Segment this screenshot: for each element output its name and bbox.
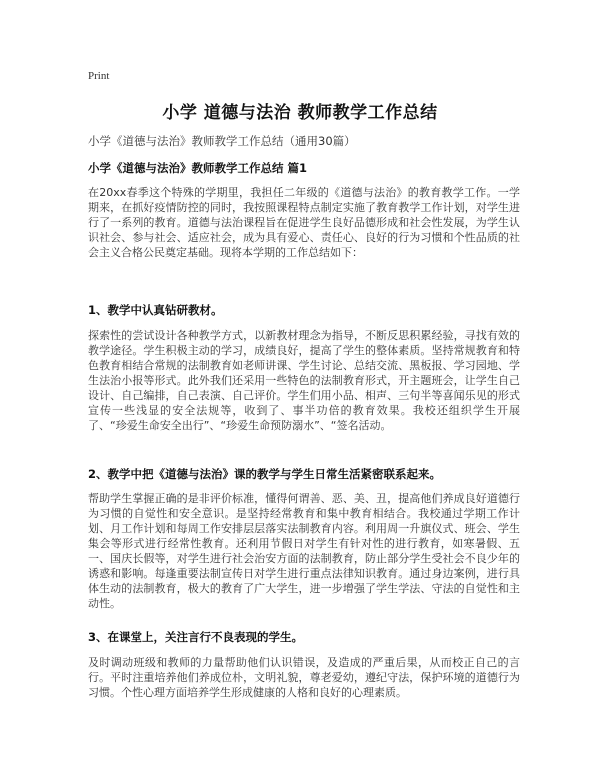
document-subtitle: 小学《道德与法治》教师教学工作总结（通用30篇）: [88, 134, 356, 148]
print-label: Print: [88, 70, 110, 82]
section-1-paragraph: 探索性的尝试设计各种教学方式，以新教材理念为指导，不断反思积累经验，寻找有效的教学途径。学生积极主动的学习，成绩良好，提高了学生的整体素质。坚持常规教育和特色教育相结合常规的法制教育如老师讲课、学生讨论、总结交流、黑板报、学习园地、学生法治小报等形式。此外我们还采用一些特色的法制教育形式，开主题班会，让学生自己设计、自己编排，自己表演、自己评价。学生们用小品、相声、三句半等喜闻乐见的形式宣传一些浅显的安全法规等，收到了、事半功倍的教育效果。我校还组织学生开展了、“珍爱生命安全出行”、“珍爱生命预防溺水”、“签名活动。: [88, 329, 520, 432]
section-2-heading: 2、教学中把《道德与法治》课的教学与学生日常生活紧密联系起来。: [88, 467, 441, 481]
intro-paragraph: 在20xx春季这个特殊的学期里，我担任二年级的《道德与法治》的教育教学工作。一学期来，在抓好疫情防控的同时，我按照课程特点制定实施了教育教学工作计划，对学生进行了一系列的教育。道德与法治课程旨在促进学生良好品德形成和社会性发展，为学生认识社会、参与社会、适应社会，成为具有爱心、责任心、良好的行为习惯和个性品质的社会主义合格公民奠定基础。现将本学期的工作总结如下：: [88, 186, 520, 259]
page-title: 小学 道德与法治 教师教学工作总结: [162, 103, 438, 123]
section-1-heading: 1、教学中认真钻研教材。: [88, 303, 223, 317]
section-3-heading: 3、在课堂上，关注言行不良表现的学生。: [88, 630, 303, 644]
article-heading: 小学《道德与法治》教师教学工作总结 篇1: [88, 161, 308, 175]
section-3-paragraph: 及时调动班级和教师的力量帮助他们认识错误，及造成的严重后果，从而校正自己的言行。平时注重培养他们养成位朴，文明礼貌，尊老爱幼，遵纪守法，保护环境的道德行为习惯。个性心理方面培养学生形成健康的人格和良好的心理素质。: [88, 656, 520, 699]
section-2-paragraph: 帮助学生掌握正确的是非评价标准，懂得何谓善、恶、美、丑，提高他们养成良好道德行为习惯的自觉性和安全意识。是坚持经常教育和集中教育相结合。我校通过学期工作计划、月工作计划和每周工作安排层层落实法制教育内容。利用周一升旗仪式、班会、学生集会等形式进行经常性教育。还利用节假日对学生有针对性的进行教育，如寒暑假、五一、国庆长假等，对学生进行社会治安方面的法制教育，防止部分学生受社会不良少年的诱惑和影响。每逢重要法制宣传日对学生进行重点法律知识教育。通过身边案例，进行具体生动的法制教育，极大的教育了广大学生，进一步增强了学生学法、守法的自觉性和主动性。: [88, 492, 520, 610]
